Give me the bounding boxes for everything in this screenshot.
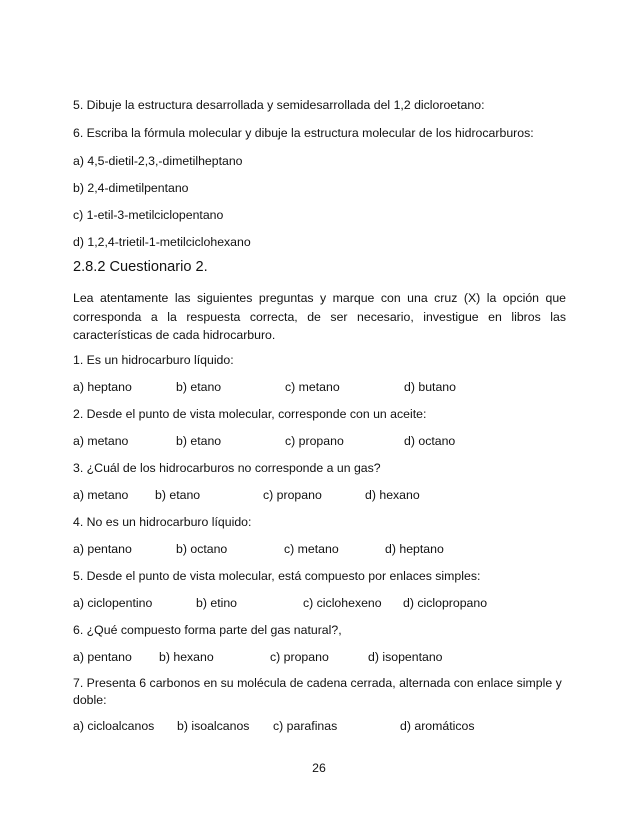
option-d[interactable]: d) aromáticos (400, 719, 475, 733)
option-b[interactable]: b) etano (176, 380, 222, 394)
option-b[interactable]: b) octano (176, 542, 228, 556)
item-d: d) 1,2,4-trietil-1-metilciclohexano (73, 235, 251, 249)
option-b[interactable]: b) isoalcanos (177, 719, 250, 733)
option-d[interactable]: d) isopentano (368, 650, 443, 664)
option-c[interactable]: c) parafinas (273, 719, 338, 733)
option-a[interactable]: a) metano (73, 488, 129, 502)
question-6-text: 6. ¿Qué compuesto forma parte del gas natural?, (73, 623, 342, 637)
item-c: c) 1-etil-3-metilciclopentano (73, 208, 224, 222)
option-b[interactable]: b) etano (176, 434, 222, 448)
question-2-text: 2. Desde el punto de vista molecular, corresponde con un aceite: (73, 407, 427, 421)
option-d[interactable]: d) hexano (365, 488, 420, 502)
question-5-dibuje: 5. Dibuje la estructura desarrollada y semidesarrollada del 1,2 dicloroetano: (73, 98, 485, 112)
option-b[interactable]: b) etino (196, 596, 238, 610)
option-a[interactable]: a) metano (73, 434, 129, 448)
page-number: 26 (312, 761, 326, 775)
option-d[interactable]: d) butano (404, 380, 456, 394)
option-a[interactable]: a) pentano (73, 542, 132, 556)
question-1-text: 1. Es un hidrocarburo líquido: (73, 353, 234, 367)
instructions-paragraph: Lea atentamente las siguientes preguntas y marque con una cruz (X) la opción que corresponda a la respuesta correcta, de ser necesario, investigue en libros las características de cada hidrocarburo. (73, 291, 566, 342)
section-heading: 2.8.2 Cuestionario 2. (73, 259, 208, 275)
option-c[interactable]: c) metano (285, 380, 340, 394)
option-c[interactable]: c) metano (284, 542, 339, 556)
option-a[interactable]: a) cicloalcanos (73, 719, 155, 733)
option-d[interactable]: d) heptano (385, 542, 444, 556)
option-a[interactable]: a) heptano (73, 380, 132, 394)
option-d[interactable]: d) ciclopropano (403, 596, 488, 610)
option-a[interactable]: a) ciclopentino (73, 596, 153, 610)
question-6-escriba: 6. Escriba la fórmula molecular y dibuje la estructura molecular de los hidrocarburos: (73, 126, 534, 140)
option-c[interactable]: c) ciclohexeno (303, 596, 382, 610)
option-d[interactable]: d) octano (404, 434, 456, 448)
option-c[interactable]: c) propano (270, 650, 329, 664)
question-3-text: 3. ¿Cuál de los hidrocarburos no corresponde a un gas? (73, 461, 381, 475)
question-5-text: 5. Desde el punto de vista molecular, está compuesto por enlaces simples: (73, 569, 481, 583)
question-7-text: 7. Presenta 6 carbonos en su molécula de cadena cerrada, alternada con enlace simple y doble: (73, 676, 562, 707)
question-4-text: 4. No es un hidrocarburo líquido: (73, 515, 252, 529)
option-a[interactable]: a) pentano (73, 650, 132, 664)
option-c[interactable]: c) propano (285, 434, 344, 448)
option-b[interactable]: b) hexano (159, 650, 214, 664)
option-c[interactable]: c) propano (263, 488, 322, 502)
option-b[interactable]: b) etano (155, 488, 201, 502)
item-b: b) 2,4-dimetilpentano (73, 181, 189, 195)
item-a: a) 4,5-dietil-2,3,-dimetilheptano (73, 154, 243, 168)
